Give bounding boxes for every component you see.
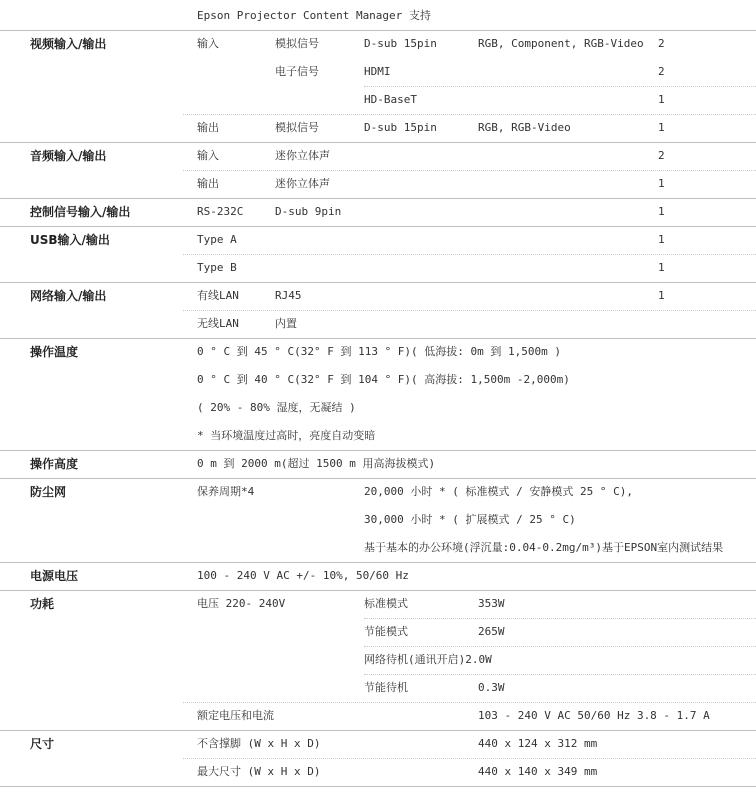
cell: 电压 220- 240V (197, 597, 286, 610)
cell: 1 (658, 205, 665, 218)
table-row (0, 226, 756, 254)
cell: HD-BaseT (364, 93, 417, 106)
power-consumption-label: 功耗 (30, 597, 55, 611)
cell: 1 (658, 289, 665, 302)
cell: 0.3W (478, 681, 505, 694)
cell: 440 x 140 x 349 mm (478, 765, 598, 778)
table-row (0, 142, 756, 170)
cell: 103 - 240 V AC 50/60 Hz 3.8 - 1.7 A (478, 709, 710, 722)
cell: 1 (658, 261, 665, 274)
cell: HDMI (364, 65, 391, 78)
power-voltage-label: 电源电压 (30, 569, 79, 583)
cell: 输入 (197, 37, 219, 50)
table-row (0, 702, 756, 730)
cell: 2 (658, 37, 665, 50)
cell: RGB, RGB-Video (478, 121, 571, 134)
table-row (0, 674, 756, 702)
table-row (0, 170, 756, 198)
cell: D-sub 9pin (275, 205, 342, 218)
network-io-label: 网络输入/输出 (30, 289, 107, 303)
cell: RJ45 (275, 289, 302, 302)
cell: D-sub 15pin (364, 121, 437, 134)
table-row (0, 338, 756, 366)
cell: 迷你立体声 (275, 177, 330, 190)
cell: 基于基本的办公环境(浮沉量:0.04-0.2mg/m³)基于EPSON室内测试结果 (364, 541, 724, 554)
table-row (0, 366, 756, 394)
operating-altitude-label: 操作高度 (30, 457, 79, 471)
cell: D-sub 15pin (364, 37, 437, 50)
dust-filter-label: 防尘网 (30, 485, 67, 499)
table-row (0, 758, 756, 786)
cell: 输出 (197, 177, 219, 190)
table-row (0, 646, 756, 674)
cell: 不含撑脚 (W x H x D) (197, 737, 321, 750)
table-row (0, 30, 756, 58)
cell: 30,000 小时 * ( 扩展模式 / 25 ° C) (364, 513, 576, 526)
audio-io-label: 音频输入/输出 (30, 149, 107, 163)
cell: ( 20% - 80% 湿度，无凝结 ) (197, 401, 356, 414)
cell: 电子信号 (275, 65, 319, 78)
table-row (0, 534, 756, 562)
cell: 1 (658, 121, 665, 134)
table-row (0, 422, 756, 450)
cell: 内置 (275, 317, 297, 330)
section-divider (0, 786, 756, 787)
cell: Type B (197, 261, 237, 274)
table-row (0, 282, 756, 310)
cell: 353W (478, 597, 505, 610)
cell: 265W (478, 625, 505, 638)
top-note: Epson Projector Content Manager 支持 (197, 9, 431, 22)
cell: 节能模式 (364, 625, 408, 638)
table-row (0, 58, 756, 86)
table-row (0, 730, 756, 758)
table-row (0, 86, 756, 114)
table-row (0, 478, 756, 506)
cell: 网络待机(通讯开启)2.0W (364, 653, 492, 666)
cell: 迷你立体声 (275, 149, 330, 162)
cell: 0 ° C 到 45 ° C(32° F 到 113 ° F)( 低海拔: 0m 到 1,500m ) (197, 345, 562, 358)
dimensions-label: 尺寸 (30, 737, 55, 751)
cell: 2 (658, 65, 665, 78)
cell: 输入 (197, 149, 219, 162)
table-row (0, 618, 756, 646)
cell: 保养周期*4 (197, 485, 255, 498)
cell: 额定电压和电流 (197, 709, 274, 722)
cell: 100 - 240 V AC +/- 10%, 50/60 Hz (197, 569, 409, 582)
cell: 标准模式 (364, 597, 408, 610)
table-row (0, 590, 756, 618)
table-row (0, 310, 756, 338)
table-row (0, 394, 756, 422)
cell: 输出 (197, 121, 219, 134)
video-io-label: 视频输入/输出 (30, 37, 107, 51)
cell: 2 (658, 149, 665, 162)
table-row (0, 114, 756, 142)
cell: 1 (658, 233, 665, 246)
table-row (0, 506, 756, 534)
cell: 模拟信号 (275, 121, 319, 134)
table-row (0, 254, 756, 282)
cell: 0 ° C 到 40 ° C(32° F 到 104 ° F)( 高海拔: 1,500m -2,000m) (197, 373, 570, 386)
cell: 20,000 小时 * ( 标准模式 / 安静模式 25 ° C), (364, 485, 633, 498)
cell: 节能待机 (364, 681, 408, 694)
cell: * 当环境温度过高时，亮度自动变暗 (197, 429, 376, 442)
cell: Type A (197, 233, 237, 246)
control-io-label: 控制信号输入/输出 (30, 205, 131, 219)
cell: 0 m 到 2000 m(超过 1500 m 用高海拔模式) (197, 457, 436, 470)
cell: 440 x 124 x 312 mm (478, 737, 598, 750)
table-row (0, 562, 756, 590)
cell: 模拟信号 (275, 37, 319, 50)
cell: 最大尺寸 (W x H x D) (197, 765, 321, 778)
cell: RGB, Component, RGB-Video (478, 37, 644, 50)
cell: 1 (658, 93, 665, 106)
table-row (0, 450, 756, 478)
cell: 1 (658, 177, 665, 190)
cell: 有线LAN (197, 289, 239, 302)
table-row (0, 198, 756, 226)
top-note-row (0, 2, 756, 30)
operating-temp-label: 操作温度 (30, 345, 79, 359)
usb-io-label: USB输入/输出 (30, 233, 110, 247)
cell: RS-232C (197, 205, 244, 218)
cell: 无线LAN (197, 317, 239, 330)
